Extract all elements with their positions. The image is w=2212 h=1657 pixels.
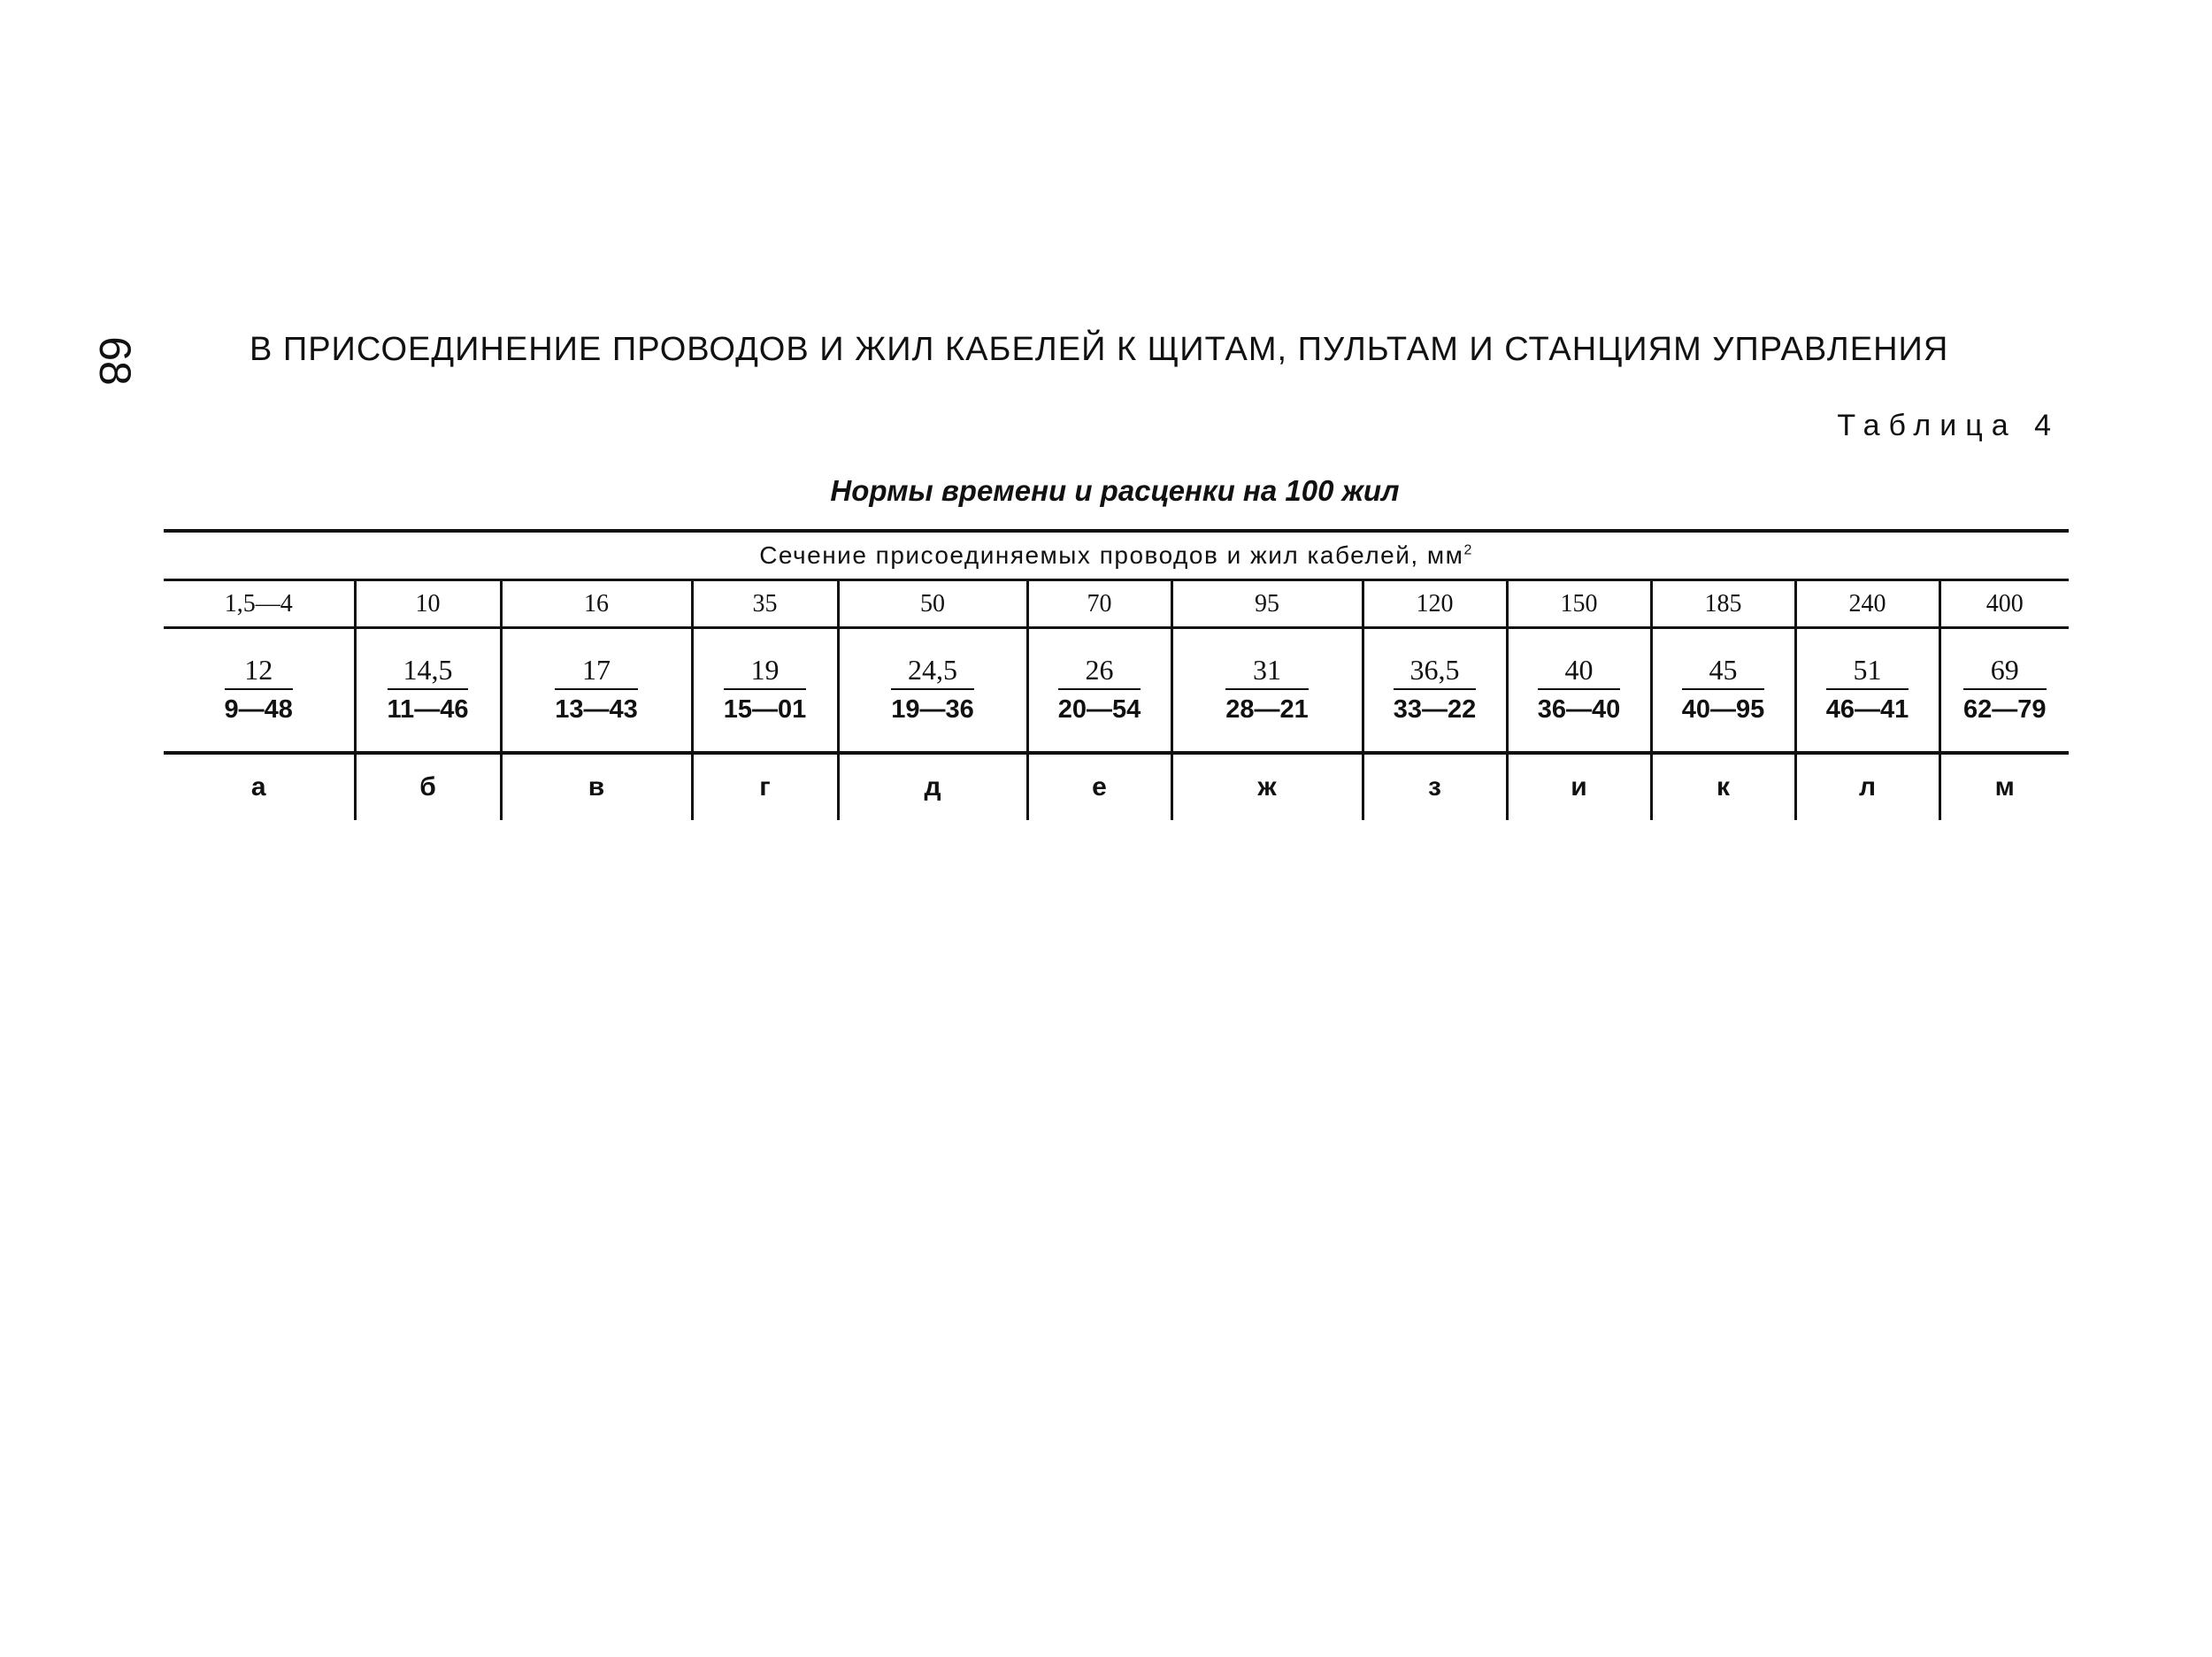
column-letter-cell: д (838, 753, 1027, 820)
section-cell: 10 (355, 580, 501, 628)
norm-rate-cell (1171, 628, 1363, 754)
section-cell: 240 (1795, 580, 1939, 628)
norm-rate-fraction (1225, 653, 1309, 727)
norm-rate-cell (355, 628, 501, 754)
section-cell: 35 (692, 580, 838, 628)
rate-value: 46—41 (1825, 695, 1909, 724)
norm-rate-fraction (891, 653, 974, 727)
time-norm-value: 51 (1826, 653, 1909, 690)
rate-value: 11—46 (387, 695, 469, 724)
norm-rate-fraction (1394, 653, 1477, 727)
time-norm-value: 24,5 (891, 653, 974, 690)
column-letter-cell: м (1939, 753, 2069, 820)
time-norm-value: 36,5 (1394, 653, 1477, 690)
column-letter-cell: е (1027, 753, 1171, 820)
section-cell: 16 (501, 580, 692, 628)
table-label: Таблица 4 (1837, 409, 2060, 442)
norm-rate-cell (1507, 628, 1651, 754)
page-number: 68 (90, 336, 140, 386)
rate-value: 40—95 (1681, 695, 1765, 724)
section-cell: 50 (838, 580, 1027, 628)
section-cell: 400 (1939, 580, 2069, 628)
time-norm-value: 26 (1058, 653, 1141, 690)
section-cell: 1,5—4 (164, 580, 355, 628)
norm-rate-cell (1795, 628, 1939, 754)
norm-rate-cell (1651, 628, 1795, 754)
section-cell: 70 (1027, 580, 1171, 628)
rate-value: 36—40 (1537, 695, 1621, 724)
norm-rate-fraction (1058, 653, 1141, 727)
section-cell: 120 (1363, 580, 1507, 628)
time-norm-value: 40 (1538, 653, 1621, 690)
time-norm-value: 69 (1963, 653, 2047, 690)
column-letter-cell: г (692, 753, 838, 820)
column-letter-cell: з (1363, 753, 1507, 820)
norm-rate-fraction (724, 653, 807, 727)
norm-rate-cell (1939, 628, 2069, 754)
norm-rate-fraction (1538, 653, 1621, 727)
rate-value: 13—43 (555, 695, 638, 724)
column-letter-cell: л (1795, 753, 1939, 820)
header-span-row (164, 531, 2069, 580)
time-norm-value: 45 (1682, 653, 1765, 690)
norm-rate-cell (164, 628, 355, 754)
section-title: В ПРИСОЕДИНЕНИЕ ПРОВОДОВ И ЖИЛ КАБЕЛЕЙ К ЩИТАМ, ПУЛЬТАМ И СТАНЦИЯМ УПРАВЛЕНИЯ (250, 331, 1949, 368)
norm-rate-cell (1363, 628, 1507, 754)
column-letter-cell: ж (1171, 753, 1363, 820)
norm-rate-cell (501, 628, 692, 754)
time-norm-value: 31 (1225, 653, 1309, 690)
norm-rate-fraction (225, 653, 293, 727)
norm-rate-fraction (1963, 653, 2047, 727)
column-letter-cell: в (501, 753, 692, 820)
column-letter-cell: а (250, 772, 266, 802)
norm-rate-fraction (555, 653, 638, 727)
section-cell: 150 (1507, 580, 1651, 628)
section-cell: 185 (1651, 580, 1795, 628)
column-letter-cell: б (355, 753, 501, 820)
header-span-superscript: 2 (1463, 542, 1473, 558)
norm-rate-cell (838, 628, 1027, 754)
header-span-label: Сечение присоединяемых проводов и жил кабелей, мм (759, 541, 1464, 569)
norm-rate-fraction (1682, 653, 1765, 727)
table-caption: Нормы времени и расценки на 100 жил (830, 474, 1400, 507)
rate-value: 33—22 (1393, 695, 1477, 724)
rate-value: 19—36 (891, 695, 974, 724)
column-letter-row (164, 753, 2069, 820)
rate-value: 20—54 (1057, 695, 1141, 724)
rate-value: 9—48 (224, 695, 293, 724)
norm-rate-cell (1027, 628, 1171, 754)
section-header-row (164, 580, 2069, 628)
column-letter-cell: к (1651, 753, 1795, 820)
norms-table (164, 529, 2069, 820)
time-norm-value: 12 (225, 653, 293, 690)
header-span-cell (164, 531, 2069, 580)
section-cell: 95 (1171, 580, 1363, 628)
norm-rate-fraction (1826, 653, 1909, 727)
time-norm-value: 19 (724, 653, 807, 690)
norm-rate-fraction (388, 653, 469, 727)
time-norm-value: 17 (555, 653, 638, 690)
rate-value: 62—79 (1963, 695, 2047, 724)
rate-value: 15—01 (723, 695, 807, 724)
norm-rate-cell (692, 628, 838, 754)
column-letter-cell: и (1507, 753, 1651, 820)
time-norm-value: 14,5 (388, 653, 469, 690)
norm-rate-row (164, 628, 2069, 754)
rate-value: 28—21 (1225, 695, 1309, 724)
